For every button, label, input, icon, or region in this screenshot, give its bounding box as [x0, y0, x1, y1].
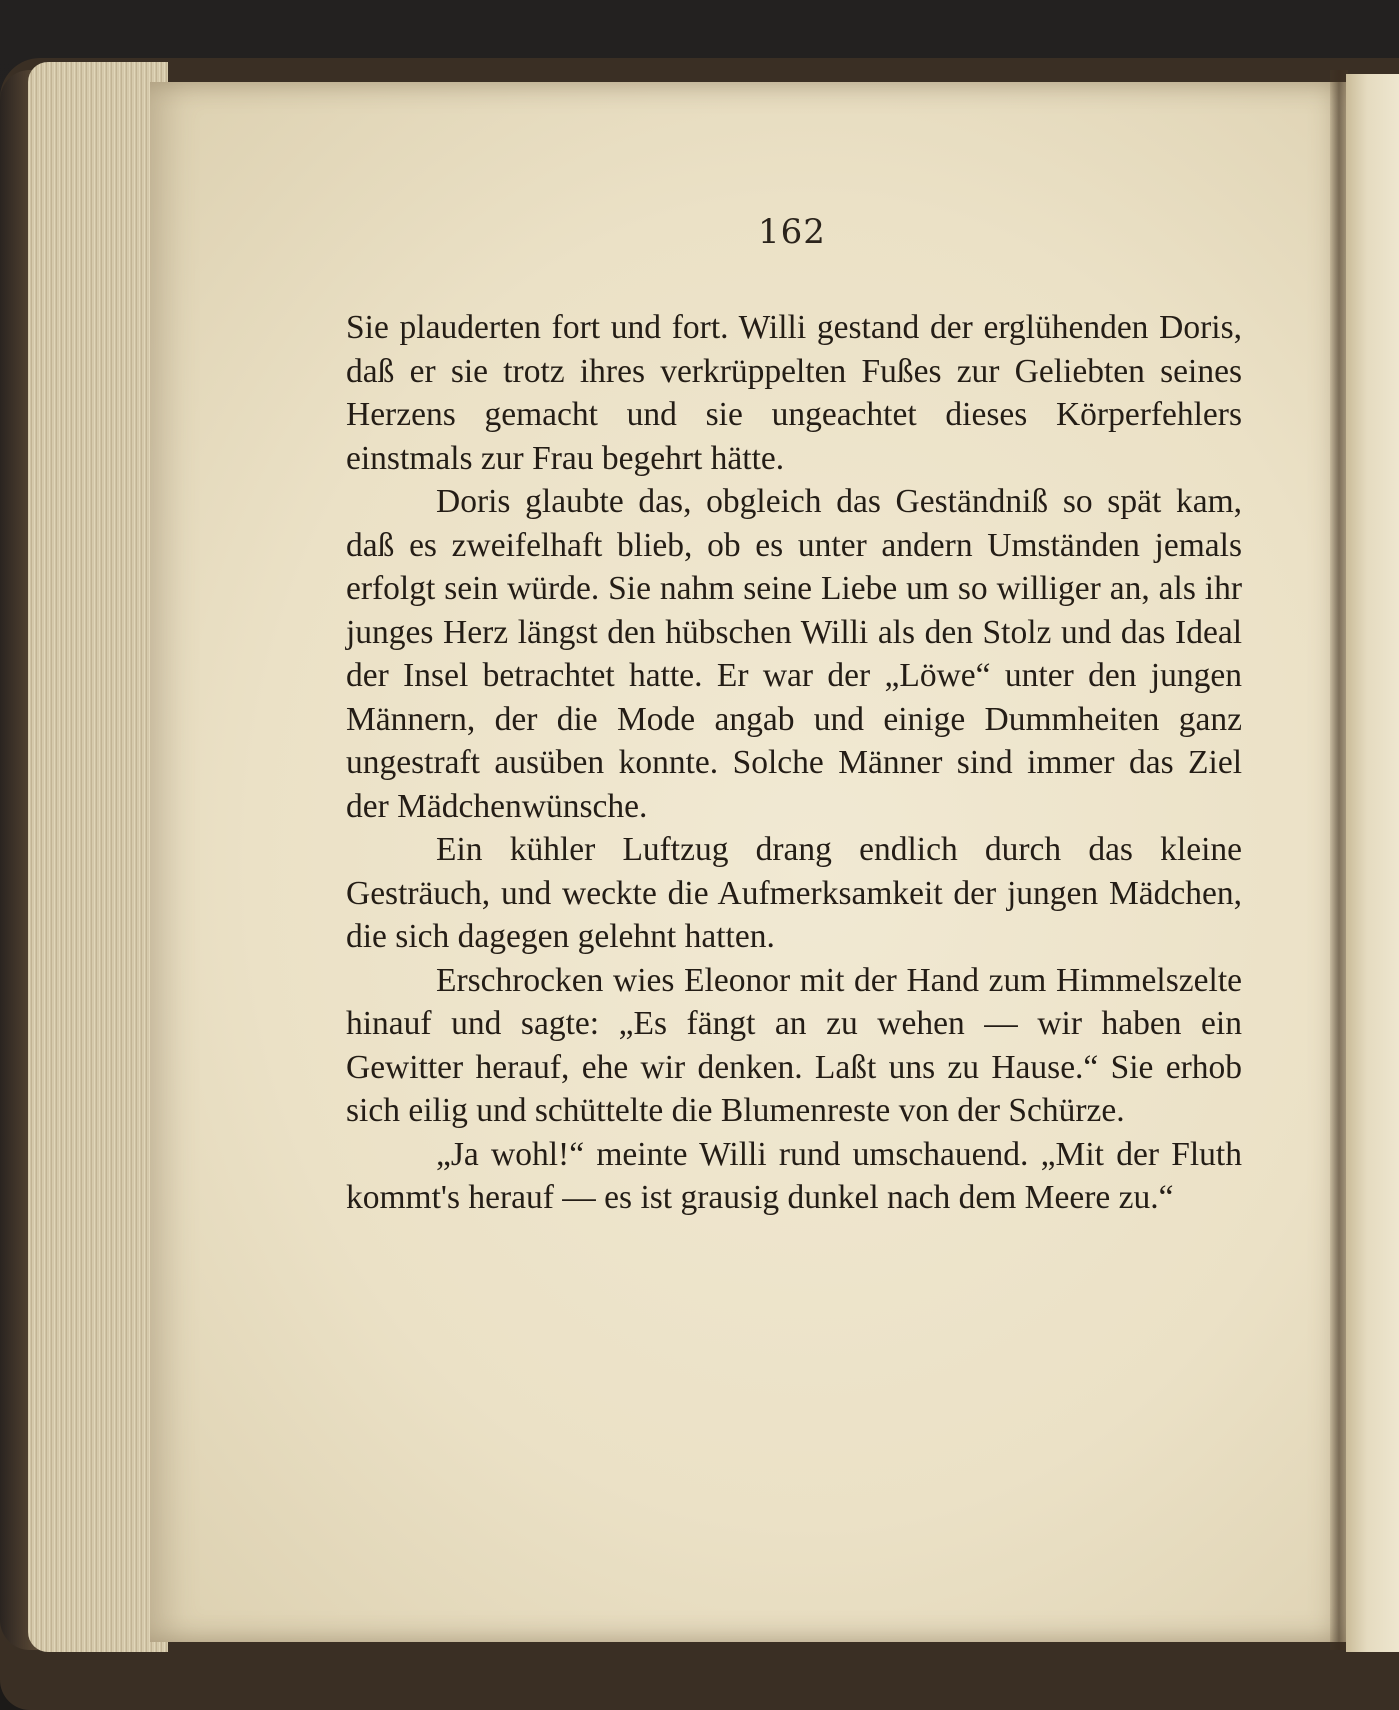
page-number: 162	[758, 212, 826, 252]
paragraph: Sie plauderten fort und fort. Willi gestand der erglühenden Doris, daß er sie trotz ihres verkrüppelten Fußes zur Geliebten seines Herzens gemacht und sie ungeachtet dieses Körperfehlers einstmals zur Frau begehrt hätte.	[346, 309, 1242, 477]
page-edges	[28, 62, 168, 1652]
paragraph: „Ja wohl!“ meinte Willi rund umschauend. „Mit der Fluth kommt's herauf — es ist grausig dunkel nach dem Meere zu.“	[346, 1135, 1242, 1216]
paragraph: Doris glaubte das, obgleich das Geständniß so spät kam, daß es zweifelhaft blieb, ob es unter andern Umständen jemals erfolgt sein würde. Sie nahm seine Liebe um so williger an, als ihr junges Herz längst den hübschen Willi als den Stolz und das Ideal der Insel betrachtet hatte. Er war der „Löwe“ unter den jungen Männern, der die Mode angab und einige Dummheiten ganz ungestraft ausüben konnte. Solche Männer sind immer das Ziel der Mädchenwünsche.	[346, 483, 1242, 825]
paragraph: Ein kühler Luftzug drang endlich durch das kleine Gesträuch, und weckte die Aufmerksamkeit der jungen Mädchen, die sich dagegen gelehnt hatten.	[346, 831, 1242, 955]
body-text	[346, 306, 1242, 1220]
paragraph: Erschrocken wies Eleonor mit der Hand zum Himmelszelte hinauf und sagte: „Es fängt an zu wehen — wir haben ein Gewitter herauf, ehe wir denken. Laßt uns zu Hause.“ Sie erhob sich eilig und schüttelte die Blumenreste von der Schürze.	[346, 961, 1242, 1129]
right-page-edge	[1346, 74, 1399, 1652]
